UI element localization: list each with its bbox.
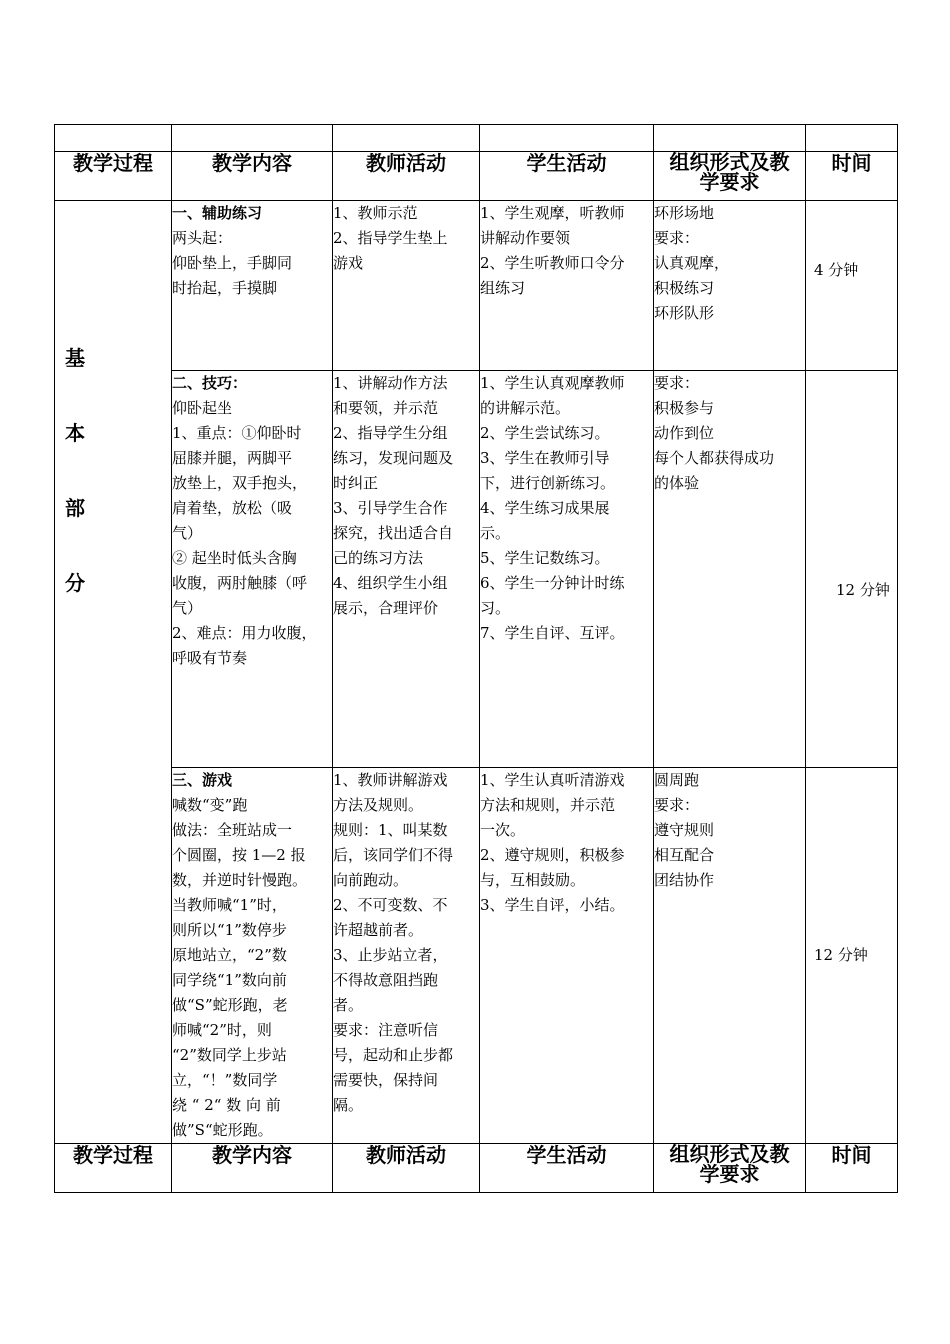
time-value: 4 分钟 — [814, 261, 859, 279]
header-process: 教学过程 — [55, 152, 172, 201]
lesson-plan-table — [54, 124, 898, 1193]
header-row-bottom — [55, 1144, 898, 1193]
teacher-cell: 1、教师讲解游戏 方法及规则。 规则：1、叫某数 后，该同学们不得 向前跑动。 2、不可变数、不 许超越前者。 3、止步站立者， 不得故意阻挡跑 者。 要求：注意听信 号，起动和止步都 需要快，保持间 隔。 — [333, 768, 480, 1144]
header-process: 教学过程 — [55, 1144, 172, 1193]
header-organization: 组织形式及教 学要求 — [654, 152, 806, 201]
content-cell: 三、游戏 喊数“变”跑 做法：全班站成一 个圆圈，按 1—2 报 数，并逆时针慢跑。 当教师喊“1”时， 则所以“1”数停步 原地站立，“2”数 同学绕“1”数向前 做“S”蛇形跑，老 师喊“2”时，则 “2”数同学上步站 立，“！”数同学 绕 “ 2“ 数 向 前 做”S“蛇形跑。 — [172, 768, 333, 1144]
teacher-cell: 1、教师示范 2、指导学生垫上 游戏 — [333, 201, 480, 371]
teacher-cell: 1、讲解动作方法 和要领，并示范 2、指导学生分组 练习，发现问题及 时纠正 3、引导学生合作 探究，找出适合自 己的练习方法 4、组织学生小组 展示，合理评价 — [333, 371, 480, 768]
org-cell: 环形场地 要求： 认真观摩， 积极练习 环形队形 — [654, 201, 806, 371]
header-time: 时间 — [806, 152, 898, 201]
time-cell — [806, 768, 898, 1144]
table-row — [55, 201, 898, 371]
header-content: 教学内容 — [172, 1144, 333, 1193]
student-cell: 1、学生观摩，听教师 讲解动作要领 2、学生听教师口令分 组练习 — [480, 201, 654, 371]
time-value: 12 分钟 — [836, 581, 890, 599]
org-cell: 要求： 积极参与 动作到位 每个人都获得成功 的体验 — [654, 371, 806, 768]
phase-cell — [55, 201, 172, 1144]
time-cell — [806, 371, 898, 768]
table-row — [55, 768, 898, 1144]
student-cell: 1、学生认真观摩教师 的讲解示范。 2、学生尝试练习。 3、学生在教师引导 下，进行创新练习。 4、学生练习成果展 示。 5、学生记数练习。 6、学生一分钟计时练 习。 7、学生自评、互评。 — [480, 371, 654, 768]
content-cell: 二、技巧： 仰卧起坐 1、重点：①仰卧时 屈膝并腿，两脚平 放垫上，双手抱头， 肩着垫，放松（吸 气） ② 起坐时低头含胸 收腹，两肘触膝（呼 气） 2、难点：用力收腹， 呼吸有节奏 — [172, 371, 333, 768]
phase-label: 基 本 部 分 — [65, 346, 85, 595]
header-time: 时间 — [806, 1144, 898, 1193]
content-cell: 一、辅助练习 两头起： 仰卧垫上，手脚同 时抬起，手摸脚 — [172, 201, 333, 371]
student-cell: 1、学生认真听清游戏 方法和规则，并示范 一次。 2、遵守规则，积极参 与，互相鼓励。 3、学生自评，小结。 — [480, 768, 654, 1144]
header-student: 学生活动 — [480, 152, 654, 201]
time-value: 12 分钟 — [814, 946, 868, 964]
header-teacher: 教师活动 — [333, 152, 480, 201]
table-row — [55, 371, 898, 768]
header-organization: 组织形式及教 学要求 — [654, 1144, 806, 1193]
header-content: 教学内容 — [172, 152, 333, 201]
org-cell: 圆周跑 要求： 遵守规则 相互配合 团结协作 — [654, 768, 806, 1144]
time-cell — [806, 201, 898, 371]
header-row-top — [55, 152, 898, 201]
blank-row — [55, 125, 898, 152]
header-teacher: 教师活动 — [333, 1144, 480, 1193]
header-student: 学生活动 — [480, 1144, 654, 1193]
